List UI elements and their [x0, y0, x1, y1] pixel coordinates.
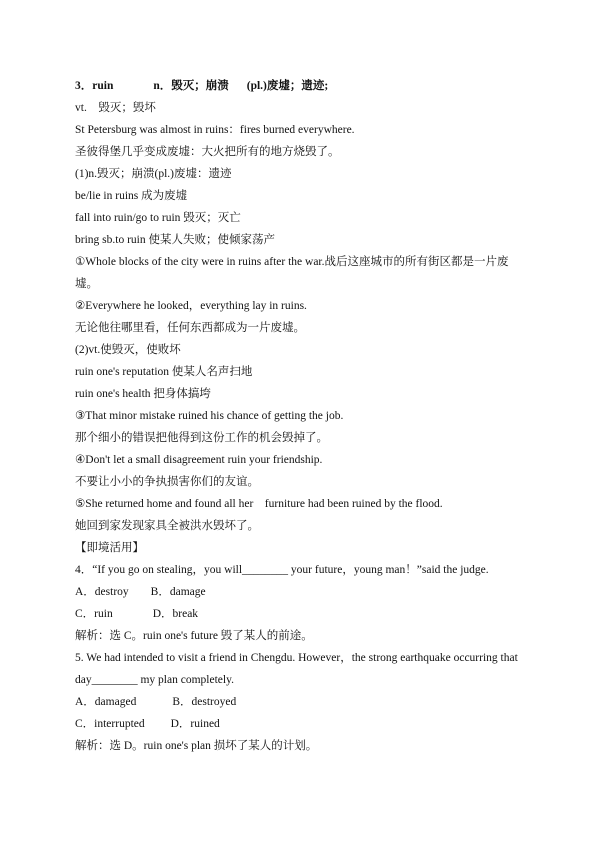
question-5-options-row-1: [75, 695, 236, 709]
verb-sense: vt. 毁灭；毁坏: [75, 102, 156, 114]
q4-option-a: A．destroy: [75, 586, 129, 598]
phrase-fall-into-ruin: fall into ruin/go to ruin 毁灭；灭亡: [75, 212, 241, 224]
sense-1-heading: (1)n.毁灭；崩溃(pl.)废墟：遗迹: [75, 168, 232, 180]
phrase-ruin-health: ruin one's health 把身体搞垮: [75, 388, 211, 400]
heading-plural-sense: (pl.)废墟；遗迹;: [246, 80, 329, 92]
example-3-english: ③That minor mistake ruined his chance of getting the job.: [75, 410, 344, 422]
entry-heading: [75, 79, 328, 93]
q5-option-d: D．ruined: [170, 718, 220, 730]
example-4-english: ④Don't let a small disagreement ruin your friendship.: [75, 454, 323, 466]
example-english: St Petersburg was almost in ruins：fires burned everywhere.: [75, 124, 355, 136]
example-5-chinese: 她回到家发现家具全被洪水毁坏了。: [75, 520, 259, 532]
example-3-chinese: 那个细小的错误把他得到这份工作的机会毁掉了。: [75, 432, 328, 444]
question-4-options-row-2: [75, 607, 198, 621]
q4-option-b: B．damage: [150, 586, 206, 598]
phrase-ruin-reputation: ruin one's reputation 使某人名声扫地: [75, 366, 253, 378]
question-4-options-row-1: [75, 585, 206, 599]
q5-option-c: C．interrupted: [75, 718, 145, 730]
phrase-be-in-ruins: be/lie in ruins 成为废墟: [75, 190, 188, 202]
example-chinese: 圣彼得堡几乎变成废墟：大火把所有的地方烧毁了。: [75, 146, 340, 158]
q5-option-a: A．damaged: [75, 696, 137, 708]
q4-option-d: D．break: [152, 608, 199, 620]
sense-2-heading: (2)vt.使毁灭，使败坏: [75, 344, 181, 356]
question-4-stem: 4．“If you go on stealing，you will________ your future，young man！”said the judge.: [75, 564, 489, 576]
heading-noun-sense: n．毁灭；崩溃: [153, 80, 229, 92]
question-4-answer: 解析：选 C。ruin one's future 毁了某人的前途。: [75, 630, 313, 642]
heading-word: 3．ruin: [75, 80, 114, 92]
question-5-answer: 解析：选 D。ruin one's plan 损坏了某人的计划。: [75, 740, 318, 752]
q4-option-c: C．ruin: [75, 608, 113, 620]
example-2-chinese: 无论他往哪里看，任何东西都成为一片废墟。: [75, 322, 305, 334]
question-5-options-row-2: [75, 717, 220, 731]
example-1-line-2: 墟。: [75, 278, 98, 290]
example-5-english: ⑤She returned home and found all her furniture had been ruined by the flood.: [75, 498, 443, 510]
question-5-stem-line-2: day________ my plan completely.: [75, 674, 234, 686]
phrase-bring-to-ruin: bring sb.to ruin 使某人失败；使倾家荡产: [75, 234, 275, 246]
example-1-line-1: ①Whole blocks of the city were in ruins after the war.战后这座城市的所有街区都是一片废: [75, 256, 509, 268]
example-2-english: ②Everywhere he looked，everything lay in ruins.: [75, 300, 307, 312]
question-5-stem-line-1: 5. We had intended to visit a friend in Chengdu. However，the strong earthquake occurring that: [75, 652, 518, 664]
q5-option-b: B．destroyed: [172, 696, 237, 708]
practice-section-title: 【即境活用】: [75, 542, 144, 554]
example-4-chinese: 不要让小小的争执损害你们的友谊。: [75, 476, 259, 488]
